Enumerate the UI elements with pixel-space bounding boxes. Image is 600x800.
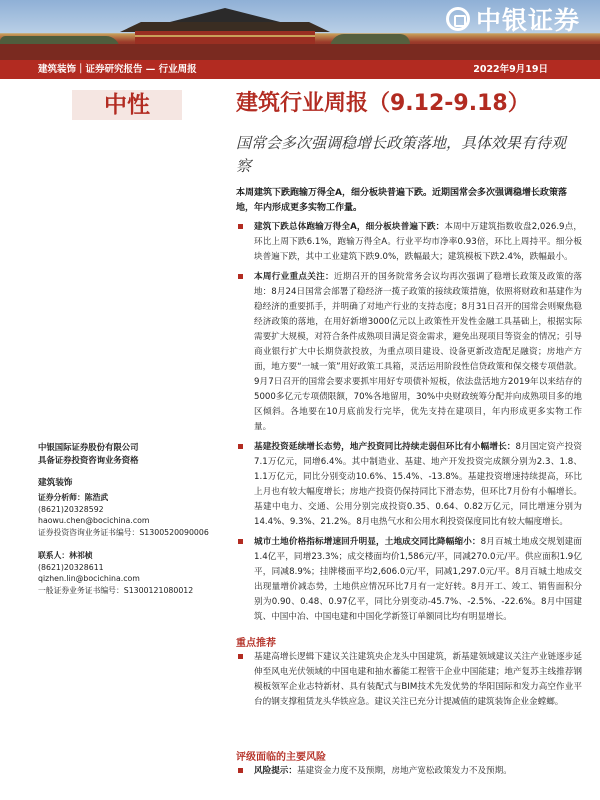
contact-cert: 一般证券业务证书编号：S1300121080012 <box>38 585 194 595</box>
bullet-marker <box>238 274 243 279</box>
banner-wall <box>0 44 600 60</box>
bullet-item <box>236 535 582 625</box>
contact-phone: (8621)20328611 <box>38 562 104 572</box>
header-banner-image <box>0 0 600 60</box>
firm-qualification: 具备证券投资咨询业务资格 <box>38 455 139 465</box>
bullet-text: 8月国定资产投资7.1万亿元，同增6.4%。其中制造业、基建、地产开发投资完成额分别为2.3、1.8、1.1万亿元，同比分别变动10.6%、15.4%、-13.8%。基建投资增速持续提高，环比上月也有较大幅度增长；房地产投资仍保持同比下滑态势，但环比7月份有小幅增长。基建中电力、交通、公用分别完成投资0.35、0.64、0.82万亿元，同比增速分别为14.4%、9.3%、21.2%。8月电热气水和公用水利投资保度同比有较大幅度增长。 <box>254 442 583 527</box>
contact-name: 联系人：林祁桢 <box>38 551 93 560</box>
analyst-cert: 证券投资咨询业务证书编号：S1300520090006 <box>38 527 209 537</box>
risk-text: 基建资金力度不及预期，房地产宽松政策发力不及预期。 <box>296 766 512 776</box>
sector-label <box>38 478 213 490</box>
boc-logo-icon <box>446 7 470 31</box>
report-title: 建筑行业周报（9.12-9.18） <box>236 91 530 116</box>
report-category: 建筑装饰｜证券研究报告 — 行业周报 <box>38 64 197 75</box>
bullet-item <box>236 270 582 435</box>
company-logo <box>446 4 580 34</box>
recommendation-heading: 重点推荐 <box>236 638 276 649</box>
rating-badge: 中性 <box>72 90 182 120</box>
bullet-text: 本周中万建筑指数收盘2,026.9点，环比上周下跌6.1%，跑输万得全A。行业平均市净率0.93倍，环比上周持平。细分板块普遍下跌，其中工业建筑下跌9.0%，跌幅最大；建筑模板下跌2.4%，跌幅最小。 <box>254 222 582 262</box>
report-header-bar <box>0 60 600 79</box>
bullet-marker <box>238 539 243 544</box>
firm-name: 中银国际证券股份有限公司 <box>38 442 139 452</box>
risk-heading: 评级面临的主要风险 <box>236 752 326 763</box>
report-subtitle: 国常会多次强调稳增长政策落地，具体效果有待观察 <box>236 134 567 175</box>
analyst-email[interactable]: haowu.chen@bocichina.com <box>38 516 150 525</box>
bullet-item <box>236 650 582 710</box>
bullet-lead: 本周行业重点关注： <box>254 272 334 282</box>
bullet-text: 近期召开的国务院常务会议均再次强调了稳增长政策及政策的落地：8月24日国常会部署了稳经济一揽子政策的接续政策措施，依照将财政和基建作为稳经济的重要抓手，并明确了对地产行业的支持态度；8月31日召开的国常会则聚焦稳经济政策的落地，在用好新增3000亿元以上政策性开发性金融工具基础上，根据实际需要扩大规模，对符合条件成熟项目满足资金需求，避免出现项目等资金的情况；引导商业银行扩大中长期贷款投放，为重点项目建设、设备更新改造配足融资；房地产方面，地方要“一城一策”用好政策工具箱，灵活运用阶段性信贷政策和保交楼专项借款。9月7日召开的国常会要求要抓牢用好专项债补短板，依法盘活地方2019年以来结存的5000多亿元专项债限额，70%各地留用，30%中央财政统筹分配并向成熟项目多的地区倾斜。各地要在10月底前发行完毕，优先支持在建项目，年内形成更多实物工作量。 <box>254 272 582 432</box>
bullet-item <box>236 440 582 530</box>
logo-text: 中银证券 <box>475 6 580 35</box>
bullet-item <box>236 764 582 779</box>
risk-lead: 风险提示： <box>254 766 297 776</box>
bullet-list <box>236 220 582 630</box>
banner-roof <box>150 8 300 24</box>
bullet-lead: 基建投资延续增长态势，地产投资同比持续走弱但环比有小幅增长： <box>254 442 516 452</box>
bullet-lead: 建筑下跌总体跑输万得全A，细分板块普遍下跌： <box>254 222 445 232</box>
contact-email[interactable]: qizhen.lin@bocichina.com <box>38 574 140 583</box>
analyst-card <box>38 492 213 538</box>
bullet-marker <box>238 768 243 773</box>
bullet-text: 8月百城土地成交规划建面1.4亿平，同增23.3%；成交楼面均价1,586元/平，同减270.0元/平。供应面积1.9亿平，同减8.9%；挂牌楼面平均2,606.0元/平，同减1,297.0元/平。8月百城土地成交出现量增价减态势，土地供应情况环比7月有一定好转。8月开工、竣工、销售面积分别为0.90、0.48、0.97亿平，同比分别变动-45.7%、-2.5%、-22.6%。8月中国建筑、中国中冶、中国电建和中国化学新签订单额同比均有明显增长。 <box>254 537 582 622</box>
summary-lede: 本周建筑下跌跑输万得全A，细分板块普遍下跌。近期国常会多次强调稳增长政策落地，年内形成更多实物工作量。 <box>236 188 567 213</box>
recommendation-text: 基建高增长逻辑下建议关注建筑央企龙头中国建筑，新基建领域建议关注产业链逐步延伸至风电光伏领域的中国电建和抽水蓄能工程管干企业中国能建；地产复苏主线推荐钢模板领军企业志特新材、具有装配式与BIM技术先发优势的华阳国际和发力高空作业平台的钢支撑租赁龙头华铁应急。建议关注已充分计提减值的建筑装饰企业金螳螂。 <box>254 652 582 707</box>
bullet-lead: 城市土地价格指标增速回升明显，土地成交同比降幅缩小： <box>254 537 481 547</box>
analyst-name: 证券分析师：陈浩武 <box>38 493 109 502</box>
contact-card <box>38 550 213 596</box>
risk-section <box>236 764 582 784</box>
bullet-marker <box>238 444 243 449</box>
report-date: 2022年9月19日 <box>473 64 548 75</box>
firm-info <box>38 441 213 467</box>
bullet-item <box>236 220 582 265</box>
bullet-marker <box>238 654 243 659</box>
bullet-marker <box>238 224 243 229</box>
sector-name: 建筑装饰 <box>38 478 73 488</box>
recommendation-section <box>236 650 582 715</box>
analyst-phone: (8621)20328592 <box>38 504 104 514</box>
